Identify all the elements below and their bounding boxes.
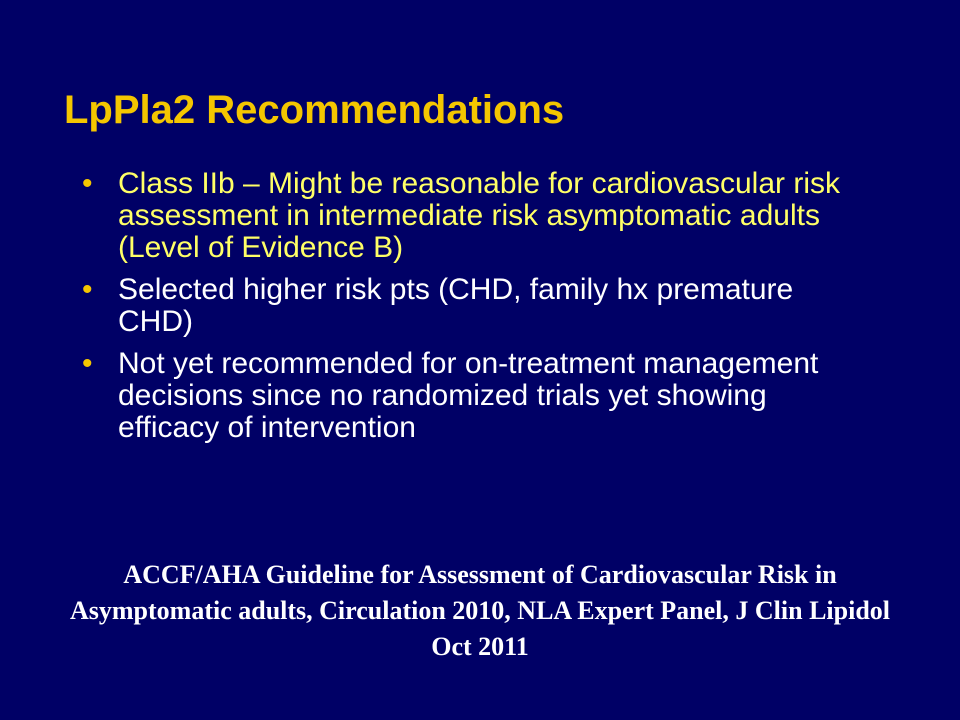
bullet-text: Not yet recommended for on-treatment management decisions since no randomized trials yet showing efficacy of intervention [118, 347, 819, 444]
bullet-list [82, 168, 872, 454]
bullet-marker: • [82, 347, 93, 380]
slide-title: LpPla2 Recommendations [64, 88, 565, 132]
bullet-item-class-iib [82, 168, 872, 264]
bullet-marker: • [82, 273, 93, 306]
citation: ACCF/AHA Guideline for Assessment of Cardiovascular Risk in Asymptomatic adults, Circulation 2010, NLA Expert Panel, J Clin Lipidol Oct 2011 [69, 560, 891, 661]
bullet-marker: • [82, 167, 93, 200]
bullet-item-not-recommended [82, 348, 872, 444]
bullet-item-higher-risk [82, 274, 872, 338]
bullet-text: Selected higher risk pts (CHD, family hx premature CHD) [118, 273, 794, 338]
bullet-text: Class IIb – Might be reasonable for cardiovascular risk assessment in intermediate risk asymptomatic adults (Level of Evidence B) [118, 167, 840, 264]
